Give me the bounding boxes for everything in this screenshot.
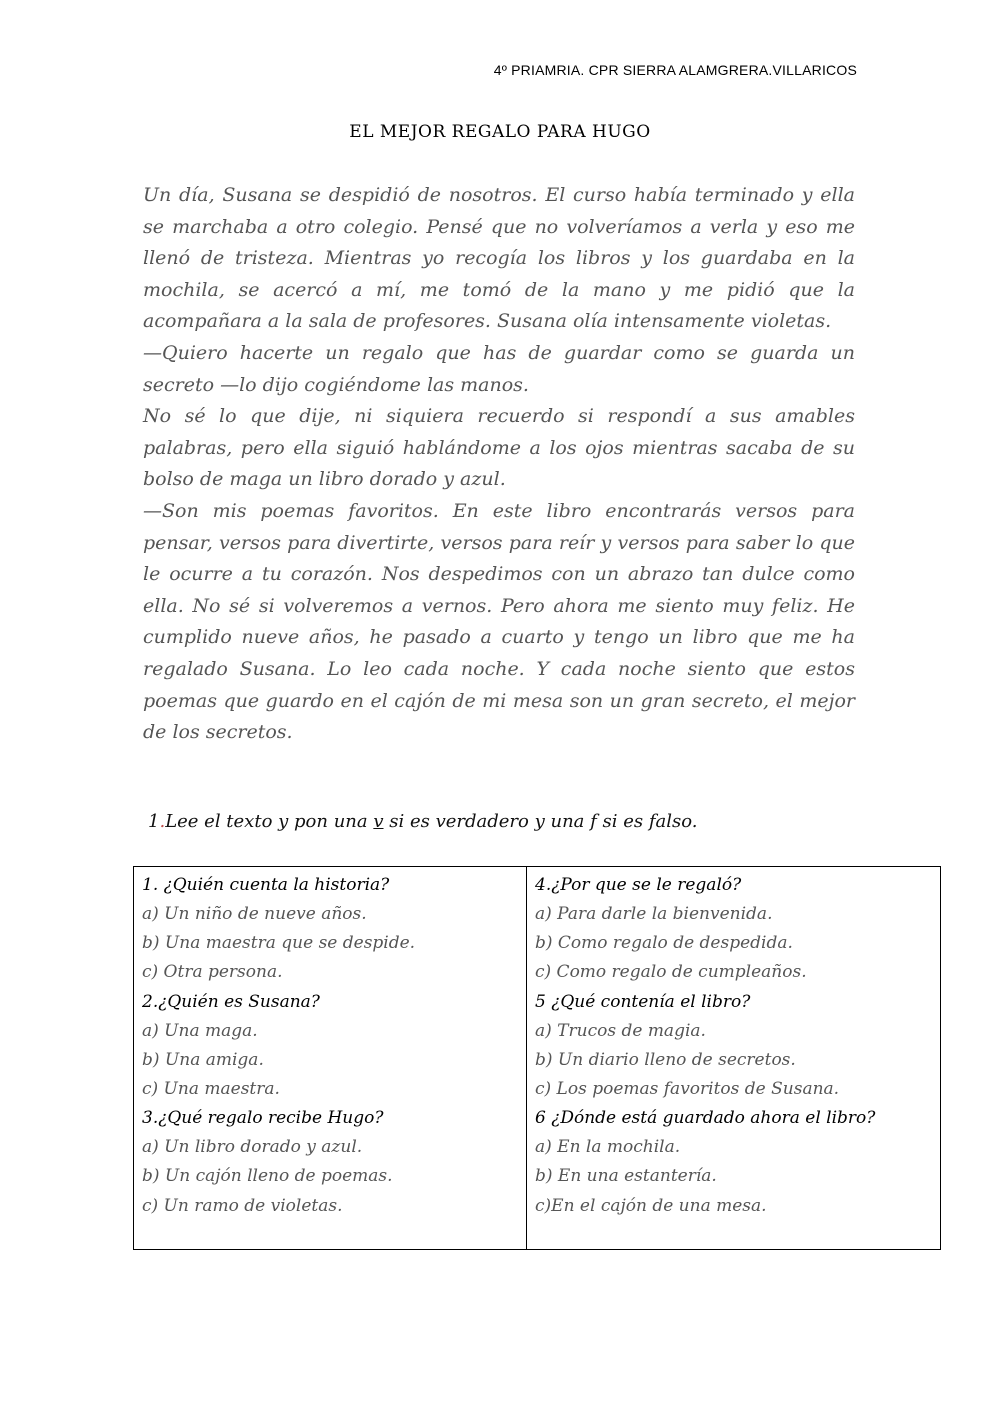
quiz-question: 3.¿Qué regalo recibe Hugo?	[142, 1108, 384, 1129]
instruction-text-2: si es verdadero y una	[383, 811, 591, 832]
quiz-option[interactable]: a) Trucos de magia.	[535, 1020, 706, 1041]
quiz-option[interactable]: a) En la mochila.	[535, 1137, 681, 1158]
exercise-instruction	[148, 811, 697, 832]
quiz-option[interactable]: c) Como regalo de cumpleaños.	[535, 962, 807, 983]
quiz-question: 1. ¿Quién cuenta la historia?	[142, 875, 390, 895]
quiz-question: 4.¿Por que se le regaló?	[535, 875, 742, 895]
quiz-option[interactable]: c) Otra persona.	[142, 962, 283, 983]
story-text	[143, 180, 855, 749]
quiz-question: 6 ¿Dónde está guardado ahora el libro?	[535, 1108, 876, 1129]
instruction-number: 1	[148, 811, 160, 832]
document-header: 4º PRIAMRIA. CPR SIERRA ALAMGRERA.VILLARICOS	[493, 62, 857, 78]
story-paragraph: —Son mis poemas favoritos. En este libro encontrarás versos para pensar, versos para divertirte, versos para reír y versos para saber lo que le ocurre a tu corazón. Nos despedimos con un abrazo tan dulce como ella. No sé si volveremos a vernos. Pero ahora me siento muy feliz. He cumplido nueve años, he pasado a cuarto y tengo un libro que me ha regalado Susana. Lo leo cada noche. Y cada noche siento que estos poemas que guardo en el cajón de mi mesa son un gran secreto, el mejor de los secretos.	[143, 499, 855, 744]
instruction-text-1: Lee el texto y pon una	[165, 811, 374, 832]
quiz-option[interactable]: c) Una maestra.	[142, 1079, 280, 1100]
quiz-option[interactable]: a) Para darle la bienvenida.	[535, 904, 773, 924]
quiz-option[interactable]: b) Un diario lleno de secretos.	[535, 1049, 796, 1070]
instruction-f-marker: f	[590, 811, 597, 832]
quiz-table	[133, 866, 941, 1250]
quiz-option[interactable]: c)En el cajón de una mesa.	[535, 1195, 767, 1216]
quiz-option[interactable]: c) Un ramo de violetas.	[142, 1195, 343, 1216]
quiz-column-left	[134, 867, 527, 1250]
quiz-column-right	[527, 867, 941, 1250]
instruction-dot: .	[159, 811, 166, 832]
story-paragraph: Un día, Susana se despidió de nosotros. El curso había terminado y ella se marchaba a otro colegio. Pensé que no volveríamos a verla y eso me llenó de tristeza. Mientras yo recogía los libros y los guardaba en la mochila, se acercó a mí, me tomó de la mano y me pidió que la acompañara a la sala de profesores. Susana olía intensamente violetas.	[143, 184, 855, 333]
quiz-option[interactable]: b) Una maestra que se despide.	[142, 933, 416, 954]
document-title: EL MEJOR REGALO PARA HUGO	[349, 122, 651, 142]
story-paragraph: —Quiero hacerte un regalo que has de guardar como se guarda un secreto —lo dijo cogiéndome las manos.	[143, 341, 855, 396]
quiz-option[interactable]: b) Como regalo de despedida.	[535, 933, 793, 954]
story-paragraph: No sé lo que dije, ni siquiera recuerdo si respondí a sus amables palabras, pero ella siguió hablándome a los ojos mientras sacaba de su bolso de maga un libro dorado y azul.	[143, 405, 855, 491]
quiz-option[interactable]: b) Un cajón lleno de poemas.	[142, 1166, 393, 1187]
quiz-option[interactable]: a) Una maga.	[142, 1020, 258, 1041]
instruction-text-3: si es falso.	[596, 811, 698, 832]
quiz-option[interactable]: c) Los poemas favoritos de Susana.	[535, 1079, 840, 1100]
quiz-option[interactable]: a) Un niño de nueve años.	[142, 904, 367, 924]
instruction-v-marker: v	[373, 811, 384, 832]
quiz-question: 2.¿Quién es Susana?	[142, 991, 320, 1012]
quiz-option[interactable]: b) Una amiga.	[142, 1049, 264, 1070]
quiz-question: 5 ¿Qué contenía el libro?	[535, 991, 751, 1012]
quiz-option[interactable]: a) Un libro dorado y azul.	[142, 1137, 363, 1158]
quiz-option[interactable]: b) En una estantería.	[535, 1166, 717, 1187]
